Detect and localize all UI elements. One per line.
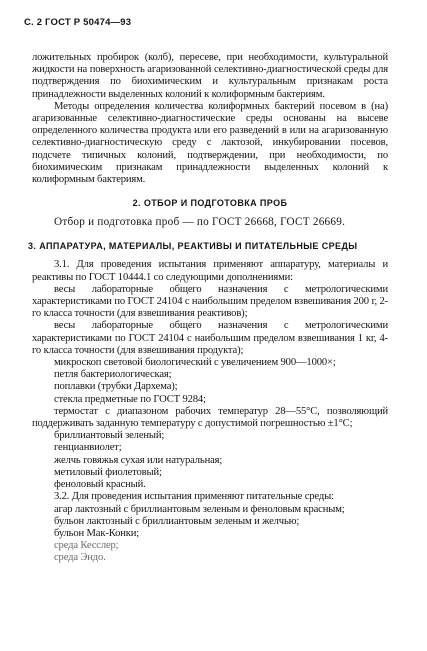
list-item: весы лабораторные общего назначения с метрологическими характеристиками по ГОСТ 24104 с наибольшим пределом взвешивания 1 кг, 4-го класса точности (для взвешивания продукта);	[32, 320, 388, 356]
list-item: бульон лактозный с бриллиантовым зеленым и желчью;	[54, 515, 300, 527]
list-item: желчь говяжья сухая или натуральная;	[54, 454, 223, 466]
list-item: стекла предметные по ГОСТ 9284;	[54, 393, 206, 405]
list-item: петля бактериологическая;	[54, 369, 172, 381]
section-2-text: Отбор и подготовка проб — по ГОСТ 26668, ГОСТ 26669.	[54, 216, 346, 229]
list-item: среда Кесслер;	[54, 540, 119, 552]
document-body	[28, 52, 388, 565]
list-item: генцианвиолет;	[54, 442, 122, 454]
section-heading-3: 3. АППАРАТУРА, МАТЕРИАЛЫ, РЕАКТИВЫ И ПИТАТЕЛЬНЫЕ СРЕДЫ	[28, 241, 358, 252]
clause-3-1: 3.1. Для проведения испытания применяют аппаратуру, материалы и реактивы по ГОСТ 10444.1 со следующими дополнениями:	[32, 259, 388, 283]
list-item: среда Эндо.	[54, 552, 106, 564]
body-paragraph: ложительных пробирок (колб), пересеве, при необходимости, культуральной жидкости на поверхность агаризованной селективно-диагностической среды для подтверждения по биохимическим и культуральным признакам роста принадлежности выделенных колоний к колиформным бактериям.	[32, 52, 388, 100]
list-item: термостат с диапазоном рабочих температур 28—55°С, позволяющий поддерживать заданную температуру с допустимой погрешностью ±1°С;	[32, 405, 388, 430]
section-heading-2: 2. ОТБОР И ПОДГОТОВКА ПРОБ	[132, 198, 288, 209]
list-item: бульон Мак-Конки;	[54, 527, 140, 539]
page-header: С. 2 ГОСТ Р 50474—93	[24, 17, 132, 28]
list-item: поплавки (трубки Дархема);	[54, 381, 178, 393]
list-item: метиловый фиолетовый;	[54, 466, 162, 478]
list-item: весы лабораторные общего назначения с метрологическими характеристиками по ГОСТ 24104 с наибольшим пределом взвешивания 200 г, 2-го класса точности (для взвешивания реактивов);	[32, 283, 388, 320]
list-item: микроскоп световой биологический с увеличением 900—1000×;	[54, 357, 336, 369]
clause-3-2: 3.2. Для проведения испытания применяют питательные среды:	[54, 491, 334, 503]
body-paragraph: Методы определения количества колиформных бактерий посевом в (на) агаризованные селективно-диагностические среды основаны на высеве определенного количества продукта или его разведений в или на агаризованную селективно-диагностическую среду с лактозой, инкубировании посевов, подсчете типичных колоний, подтверждении, при необходимости, по биохимическим признакам принадлежности выделенных колоний к колиформным бактериям.	[32, 100, 388, 186]
list-item: бриллиантовый зеленый;	[54, 430, 165, 442]
list-item: агар лактозный с бриллиантовым зеленым и феноловым красным;	[54, 503, 345, 515]
list-item: феноловый красный.	[54, 479, 146, 491]
